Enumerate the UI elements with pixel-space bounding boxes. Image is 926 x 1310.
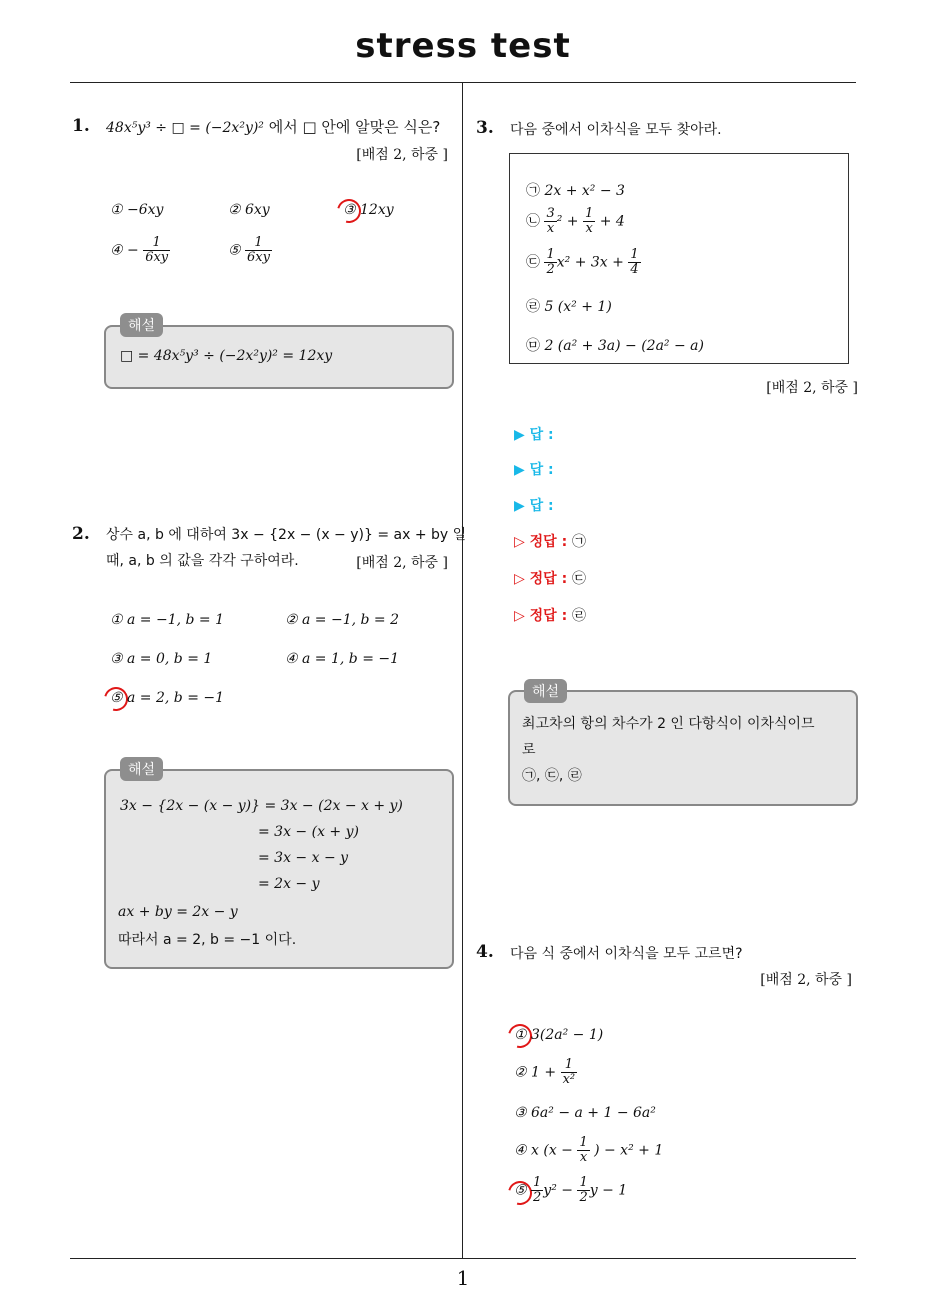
q3-item-c-label: ㉢ bbox=[526, 254, 540, 271]
q4-choice-2-frac bbox=[561, 1058, 578, 1087]
q3-item-b-frac-2-num: 1 bbox=[584, 206, 594, 221]
q3-solution-line-2: 로 bbox=[522, 742, 536, 758]
q1-choice-4-label: ④ bbox=[110, 242, 123, 259]
q4-choice-4-num: 1 bbox=[579, 1135, 588, 1150]
q4-choice-4-post: ) − x² + 1 bbox=[594, 1142, 664, 1159]
q4-choice-3[interactable]: ③ 6a² − a + 1 − 6a² bbox=[514, 1105, 656, 1121]
q4-choice-2-num: 1 bbox=[561, 1058, 578, 1073]
q3-item-e bbox=[526, 335, 704, 355]
q3-item-a bbox=[526, 180, 625, 200]
q3-solution-line-1: 최고차의 항의 차수가 2 인 다항식이 이차식이므 bbox=[522, 716, 815, 732]
q3-item-d-label: ㉣ bbox=[526, 299, 540, 315]
q3-answer-input-1[interactable]: ▶ 답 : bbox=[514, 427, 554, 443]
question-2-meta: [배점 2, 하중 ] bbox=[356, 555, 448, 571]
question-1-math: 48x⁵y³ ÷ □ = (−2x²y)² bbox=[106, 120, 264, 136]
q1-choice-3[interactable]: ③ 12xy bbox=[343, 202, 394, 218]
q2-solution-line-4: = 2x − y bbox=[258, 876, 320, 892]
question-4-number: 4. bbox=[476, 942, 494, 962]
question-1-text bbox=[106, 116, 440, 139]
q4-choice-4-den: x bbox=[579, 1150, 588, 1165]
q2-choice-2[interactable]: ② a = −1, b = 2 bbox=[285, 612, 400, 628]
bottom-rule bbox=[70, 1258, 856, 1259]
q4-choice-5-post: y − 1 bbox=[589, 1182, 628, 1199]
q3-item-c-frac-2-num: 1 bbox=[630, 247, 639, 262]
q3-answer-input-3[interactable]: ▶ 답 : bbox=[514, 498, 554, 514]
q4-choice-4[interactable] bbox=[514, 1136, 663, 1165]
q2-solution-line-2: = 3x − (x + y) bbox=[258, 824, 359, 840]
question-1-meta: [배점 2, 하중 ] bbox=[356, 147, 448, 163]
q4-choice-2-label: ② bbox=[514, 1064, 527, 1081]
q4-choice-5-frac-1 bbox=[531, 1176, 543, 1205]
q4-choice-5-den-1: 2 bbox=[533, 1190, 542, 1205]
q1-choice-5-fraction bbox=[245, 236, 272, 265]
q3-item-b-mid: ² + bbox=[556, 213, 579, 230]
q3-item-e-label: ㉤ bbox=[526, 338, 540, 354]
question-1-number: 1. bbox=[72, 116, 90, 136]
q1-choice-1[interactable]: ① −6xy bbox=[110, 202, 164, 218]
q4-choice-2-pre: 1 + bbox=[531, 1064, 557, 1081]
q3-item-c-frac-2-den: 4 bbox=[630, 262, 639, 277]
question-3-number: 3. bbox=[476, 118, 494, 138]
q1-choice-2[interactable]: ② 6xy bbox=[228, 202, 270, 218]
q2-choice-5[interactable]: ⑤ a = 2, b = −1 bbox=[110, 690, 225, 706]
q3-item-e-expr: 2 (a² + 3a) − (2a² − a) bbox=[544, 338, 704, 354]
q1-choice-4[interactable] bbox=[110, 236, 170, 265]
q4-choice-4-label: ④ bbox=[514, 1142, 527, 1159]
q1-choice-5-den: 6xy bbox=[247, 250, 270, 265]
q3-solution-box bbox=[508, 690, 858, 806]
q3-correct-answer-3 bbox=[514, 605, 586, 625]
q4-choice-2-den: x² bbox=[562, 1072, 576, 1087]
q3-item-b-frac-1-den: x bbox=[546, 221, 555, 236]
q3-item-b-label: ㉡ bbox=[526, 213, 540, 230]
q1-choice-5[interactable] bbox=[228, 236, 272, 265]
q4-choice-5-den-2: 2 bbox=[579, 1190, 588, 1205]
question-2-line-1: 상수 a, b 에 대하여 3x − {2x − (x − y)} = ax + by 일 bbox=[106, 527, 467, 543]
q4-choice-2[interactable] bbox=[514, 1058, 577, 1087]
q2-choice-3[interactable]: ③ a = 0, b = 1 bbox=[110, 651, 213, 667]
q3-item-b-frac-1 bbox=[544, 207, 556, 236]
q2-choice-4[interactable]: ④ a = 1, b = −1 bbox=[285, 651, 400, 667]
q3-correct-label-1: ▷ 정답 : bbox=[514, 534, 568, 550]
question-1-prompt: 에서 □ 안에 알맞은 식은? bbox=[263, 118, 441, 136]
q2-solution-line-5: ax + by = 2x − y bbox=[118, 904, 238, 920]
q4-choice-4-pre: x (x − bbox=[531, 1142, 573, 1159]
q3-correct-answer-2 bbox=[514, 568, 586, 588]
q1-choice-5-num: 1 bbox=[245, 236, 272, 251]
q3-item-b-frac-1-num: 3 bbox=[546, 206, 555, 221]
q3-item-c-frac-2 bbox=[628, 248, 640, 277]
question-3-meta: [배점 2, 하중 ] bbox=[766, 380, 858, 396]
q3-correct-answer-1 bbox=[514, 531, 586, 551]
q4-choice-4-frac bbox=[577, 1136, 589, 1165]
question-3-text: 다음 중에서 이차식을 모두 찾아라. bbox=[510, 122, 722, 138]
q1-choice-4-fraction bbox=[143, 236, 170, 265]
page-number: 1 bbox=[456, 1266, 470, 1290]
q3-item-c-frac-1-den: 2 bbox=[546, 262, 555, 277]
q1-choice-5-label: ⑤ bbox=[228, 242, 241, 259]
q2-solution-line-6: 따라서 a = 2, b = −1 이다. bbox=[118, 932, 297, 948]
q3-correct-value-1: ㉠ bbox=[572, 534, 587, 550]
q1-solution-tab: 해설 bbox=[120, 313, 163, 337]
q4-choice-5-num-1: 1 bbox=[533, 1175, 542, 1190]
q3-correct-value-3: ㉣ bbox=[572, 608, 587, 624]
q4-choice-5-frac-2 bbox=[577, 1176, 589, 1205]
q1-choice-4-num: 1 bbox=[143, 236, 170, 251]
top-rule bbox=[70, 82, 856, 83]
q3-item-b-tail: + 4 bbox=[599, 213, 625, 230]
q3-solution-line-3: ㉠, ㉢, ㉣ bbox=[522, 768, 582, 784]
q3-correct-label-3: ▷ 정답 : bbox=[514, 608, 568, 624]
q1-choice-4-sign: − bbox=[127, 242, 139, 259]
q4-choice-5-label: ⑤ bbox=[514, 1182, 527, 1199]
q2-solution-line-3: = 3x − x − y bbox=[258, 850, 349, 866]
q3-correct-value-2: ㉢ bbox=[572, 571, 587, 587]
q3-item-a-label: ㉠ bbox=[526, 183, 540, 199]
q3-item-c-frac-1 bbox=[544, 248, 556, 277]
q3-item-c-mid: x² + 3x + bbox=[556, 254, 624, 271]
question-4-text: 다음 식 중에서 이차식을 모두 고르면? bbox=[510, 946, 743, 962]
q4-choice-5-mid: y² − bbox=[543, 1182, 573, 1199]
page-title: stress test bbox=[355, 26, 571, 66]
q3-item-b-frac-2-den: x bbox=[585, 221, 593, 236]
q4-choice-5[interactable] bbox=[514, 1176, 627, 1205]
q1-solution-text: □ = 48x⁵y³ ÷ (−2x²y)² = 12xy bbox=[120, 348, 333, 364]
question-2-line-2: 때, a, b 의 값을 각각 구하여라. bbox=[106, 553, 299, 569]
q3-item-b bbox=[526, 207, 625, 236]
q3-correct-label-2: ▷ 정답 : bbox=[514, 571, 568, 587]
q2-solution-tab: 해설 bbox=[120, 757, 163, 781]
q3-item-c-frac-1-num: 1 bbox=[546, 247, 555, 262]
q1-choice-4-den: 6xy bbox=[145, 250, 169, 265]
q3-item-c bbox=[526, 248, 641, 277]
q3-item-d bbox=[526, 296, 612, 316]
q3-solution-tab: 해설 bbox=[524, 679, 567, 703]
column-divider bbox=[462, 83, 463, 1258]
q4-choice-5-num-2: 1 bbox=[579, 1175, 588, 1190]
q4-choice-1[interactable]: ① 3(2a² − 1) bbox=[514, 1027, 604, 1043]
question-2-number: 2. bbox=[72, 524, 90, 544]
q2-solution-line-1: 3x − {2x − (x − y)} = 3x − (2x − x + y) bbox=[120, 798, 403, 814]
q2-choice-1[interactable]: ① a = −1, b = 1 bbox=[110, 612, 225, 628]
q3-item-b-frac-2 bbox=[583, 207, 595, 236]
q3-answer-input-2[interactable]: ▶ 답 : bbox=[514, 462, 554, 478]
q3-item-a-expr: 2x + x² − 3 bbox=[544, 183, 625, 199]
q3-item-d-expr: 5 (x² + 1) bbox=[544, 299, 612, 315]
question-4-meta: [배점 2, 하중 ] bbox=[760, 972, 852, 988]
